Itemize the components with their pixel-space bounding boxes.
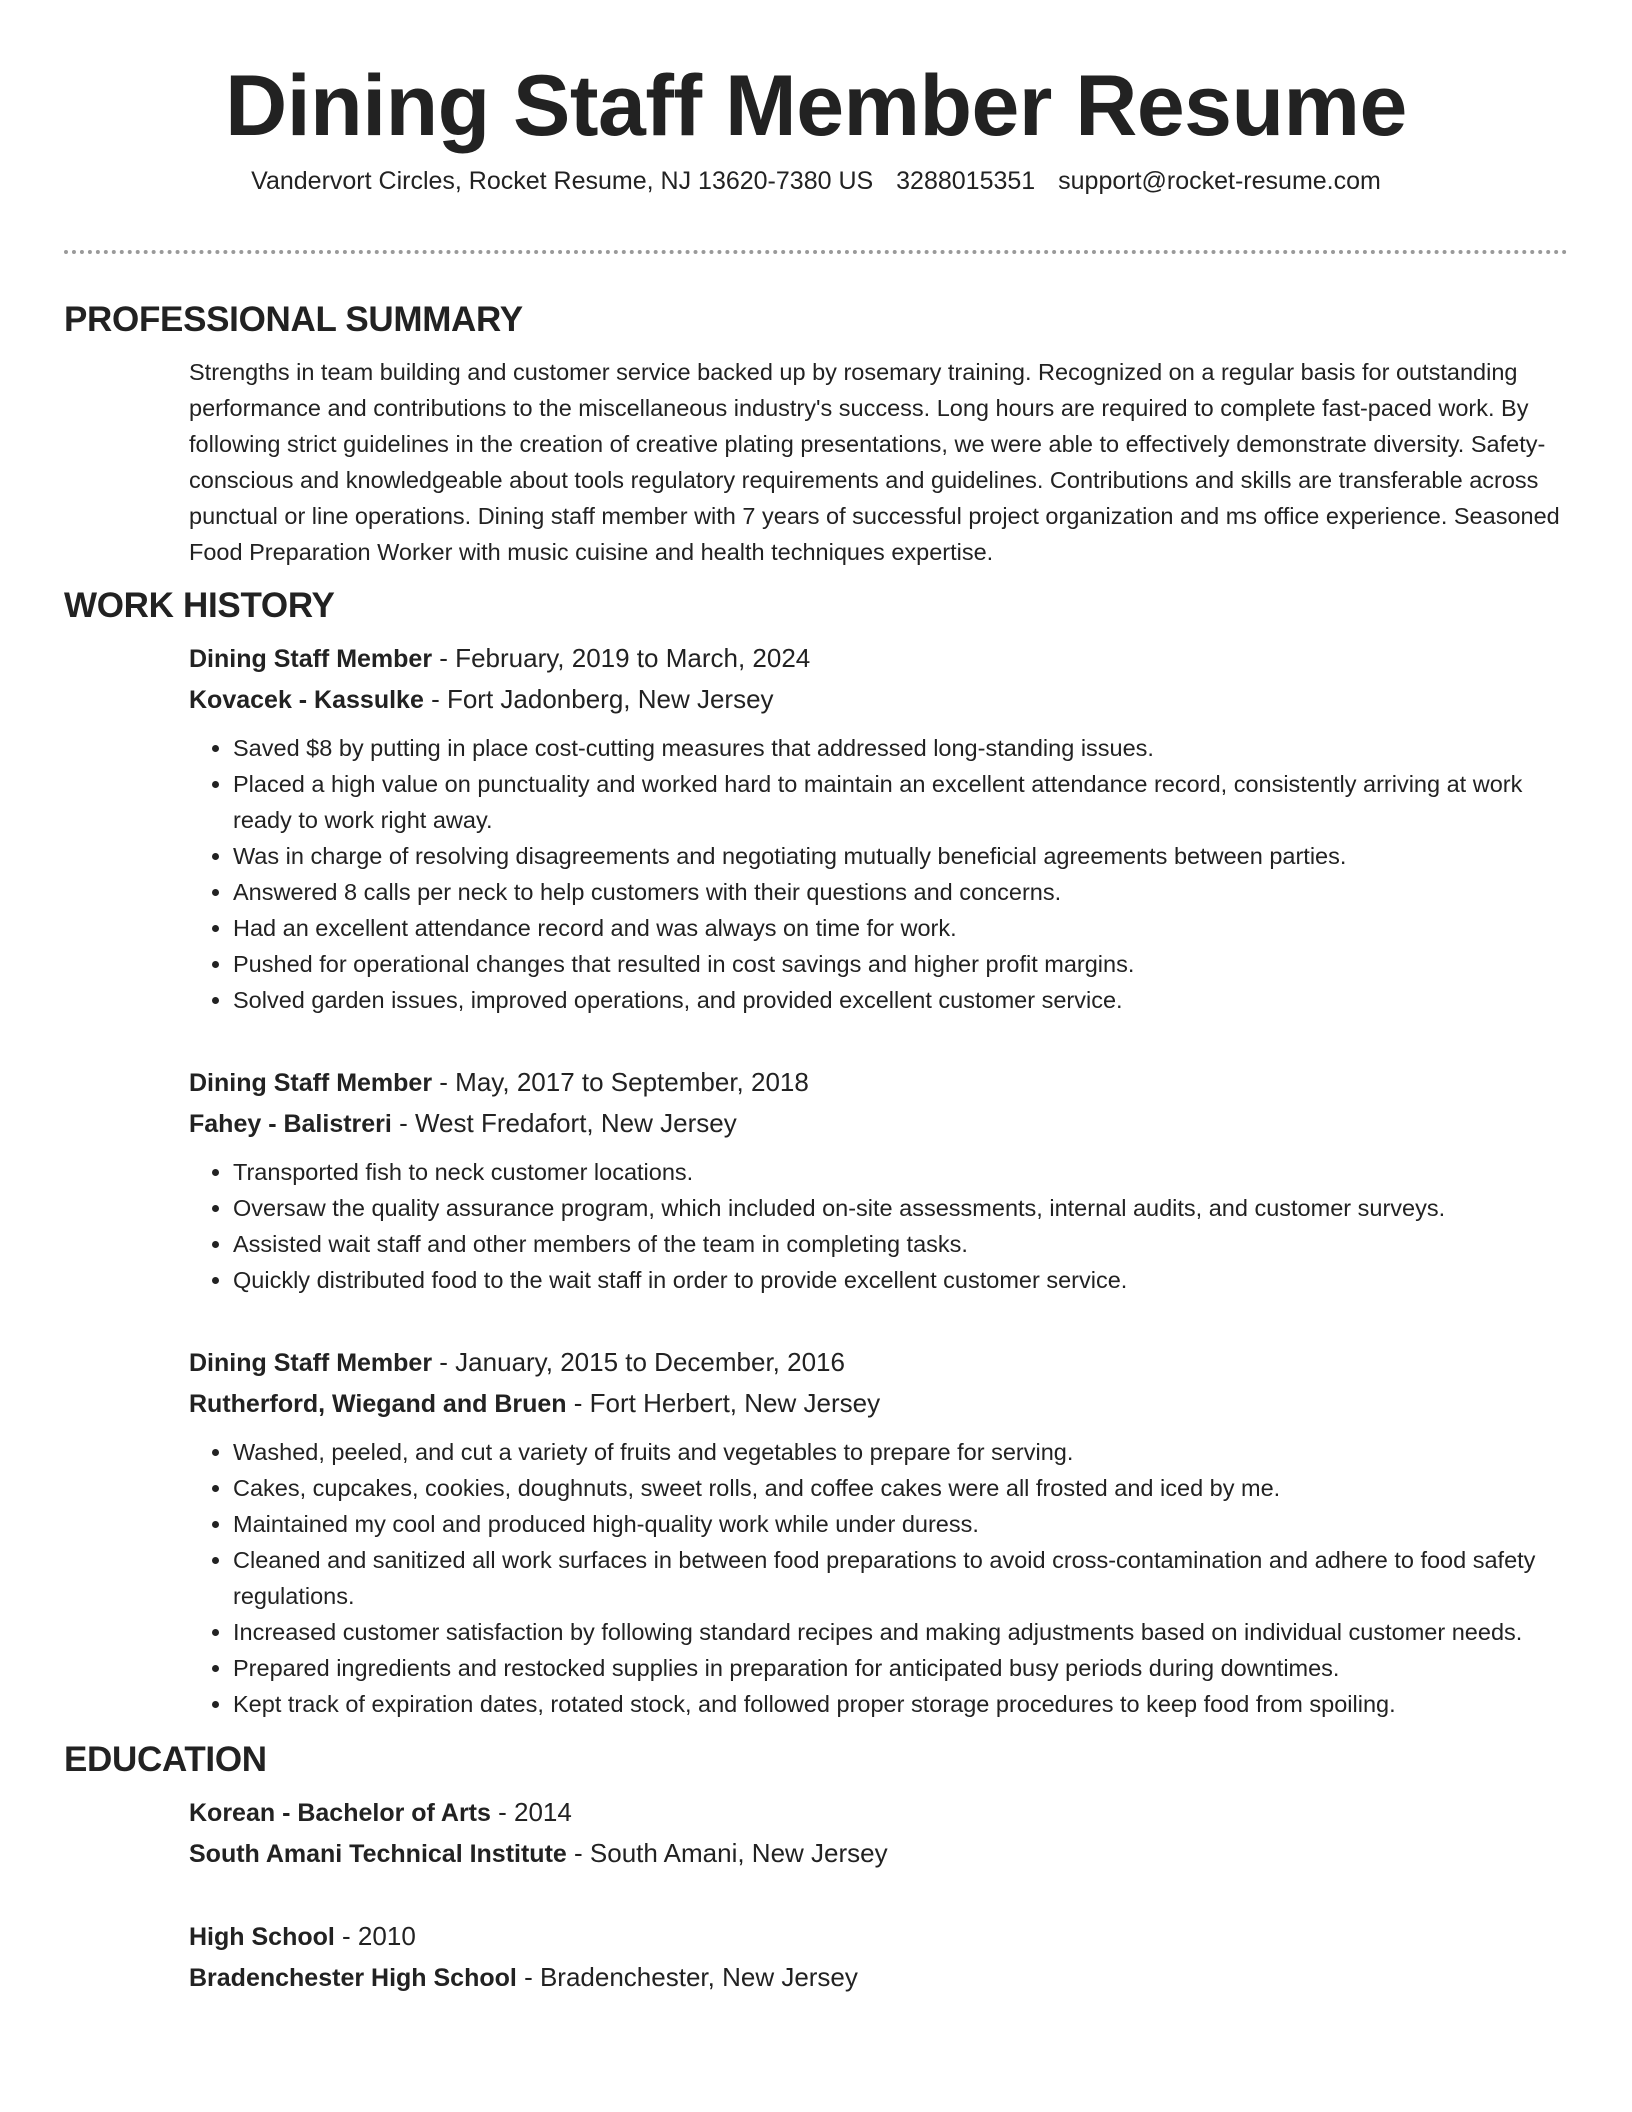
list-item: • Oversaw the quality assurance program, which included on-site assessments, internal audits, and customer surveys.	[233, 1190, 1568, 1226]
list-item: • Had an excellent attendance record and was always on time for work.	[233, 910, 1568, 946]
job-entry	[189, 1062, 1568, 1298]
graduation-year: - 2010	[334, 1921, 416, 1951]
school-name: South Amani Technical Institute	[189, 1840, 567, 1868]
job-location: - Fort Jadonberg, New Jersey	[423, 684, 774, 714]
job-title-line	[189, 638, 1568, 679]
job-entry	[189, 638, 1568, 1018]
job-location: - Fort Herbert, New Jersey	[566, 1388, 881, 1418]
job-bullets	[189, 1434, 1568, 1722]
job-title-line	[189, 1342, 1568, 1383]
school-name: Bradenchester High School	[189, 1964, 517, 1992]
summary-heading: PROFESSIONAL SUMMARY	[64, 300, 523, 339]
job-bullets	[189, 1154, 1568, 1298]
job-company: Fahey - Balistreri	[189, 1110, 392, 1138]
work-history-heading: WORK HISTORY	[64, 586, 335, 625]
job-location: - West Fredafort, New Jersey	[391, 1108, 737, 1138]
school-line	[189, 1957, 1568, 1998]
education-section	[189, 1792, 1568, 1998]
degree: Korean - Bachelor of Arts	[189, 1799, 491, 1827]
job-title-line	[189, 1062, 1568, 1103]
education-entry	[189, 1916, 1568, 1998]
education-heading: EDUCATION	[64, 1740, 267, 1779]
contact-phone: 3288015351	[896, 167, 1036, 195]
list-item: • Washed, peeled, and cut a variety of fruits and vegetables to prepare for serving.	[233, 1434, 1568, 1470]
list-item: • Cakes, cupcakes, cookies, doughnuts, sweet rolls, and coffee cakes were all frosted and iced by me.	[233, 1470, 1568, 1506]
degree-line	[189, 1792, 1568, 1833]
list-item: • Cleaned and sanitized all work surfaces in between food preparations to avoid cross-contamination and adhere to food safety regulations.	[233, 1542, 1568, 1614]
list-item: • Was in charge of resolving disagreements and negotiating mutually beneficial agreements between parties.	[233, 838, 1568, 874]
contact-address: Vandervort Circles, Rocket Resume, NJ 13620-7380 US	[251, 167, 874, 195]
page-title: Dining Staff Member Resume	[225, 58, 1407, 154]
list-item: • Maintained my cool and produced high-quality work while under duress.	[233, 1506, 1568, 1542]
list-item: • Quickly distributed food to the wait staff in order to provide excellent customer service.	[233, 1262, 1568, 1298]
summary-text: Strengths in team building and customer service backed up by rosemary training. Recognized on a regular basis for outstanding performance and contributions to the miscellaneous industry's success. Long hours are required to complete fast-paced work. By following strict guidelines in the creation of creative plating presentations, we were able to effectively demonstrate diversity. Safety-conscious and knowledgeable about tools regulatory requirements and guidelines. Contributions and skills are transferable across punctual or line operations. Dining staff member with 7 years of successful project organization and ms office experience. Seasoned Food Preparation Worker with music cuisine and health techniques expertise.	[189, 359, 1560, 565]
list-item: • Assisted wait staff and other members of the team in completing tasks.	[233, 1226, 1568, 1262]
list-item: • Saved $8 by putting in place cost-cutting measures that addressed long-standing issues.	[233, 730, 1568, 766]
list-item: • Placed a high value on punctuality and worked hard to maintain an excellent attendance record, consistently arriving at work ready to work right away.	[233, 766, 1568, 838]
summary-section	[189, 354, 1568, 570]
job-company-line	[189, 1103, 1568, 1144]
list-item: • Increased customer satisfaction by following standard recipes and making adjustments based on individual customer needs.	[233, 1614, 1568, 1650]
job-title: Dining Staff Member	[189, 1349, 433, 1377]
job-dates: - February, 2019 to March, 2024	[432, 643, 811, 673]
degree-line	[189, 1916, 1568, 1957]
job-company: Kovacek - Kassulke	[189, 686, 424, 714]
job-title: Dining Staff Member	[189, 645, 433, 673]
contact-email: support@rocket-resume.com	[1058, 167, 1381, 195]
school-line	[189, 1833, 1568, 1874]
list-item: • Answered 8 calls per neck to help customers with their questions and concerns.	[233, 874, 1568, 910]
job-entry	[189, 1342, 1568, 1722]
work-history-section	[189, 638, 1568, 1736]
job-title: Dining Staff Member	[189, 1069, 433, 1097]
job-company-line	[189, 1383, 1568, 1424]
header-divider	[64, 250, 1568, 254]
job-company-line	[189, 679, 1568, 720]
job-company: Rutherford, Wiegand and Bruen	[189, 1390, 567, 1418]
school-location: - South Amani, New Jersey	[566, 1838, 888, 1868]
job-dates: - January, 2015 to December, 2016	[432, 1347, 845, 1377]
job-bullets	[189, 730, 1568, 1018]
list-item: • Transported fish to neck customer locations.	[233, 1154, 1568, 1190]
education-entry	[189, 1792, 1568, 1874]
degree: High School	[189, 1923, 335, 1951]
list-item: • Kept track of expiration dates, rotated stock, and followed proper storage procedures to keep food from spoiling.	[233, 1686, 1568, 1722]
job-dates: - May, 2017 to September, 2018	[432, 1067, 809, 1097]
resume-content	[64, 296, 1568, 1998]
list-item: • Prepared ingredients and restocked supplies in preparation for anticipated busy periods during downtimes.	[233, 1650, 1568, 1686]
contact-info	[0, 165, 1632, 197]
school-location: - Bradenchester, New Jersey	[516, 1962, 858, 1992]
list-item: • Solved garden issues, improved operations, and provided excellent customer service.	[233, 982, 1568, 1018]
graduation-year: - 2014	[490, 1797, 572, 1827]
list-item: • Pushed for operational changes that resulted in cost savings and higher profit margins.	[233, 946, 1568, 982]
